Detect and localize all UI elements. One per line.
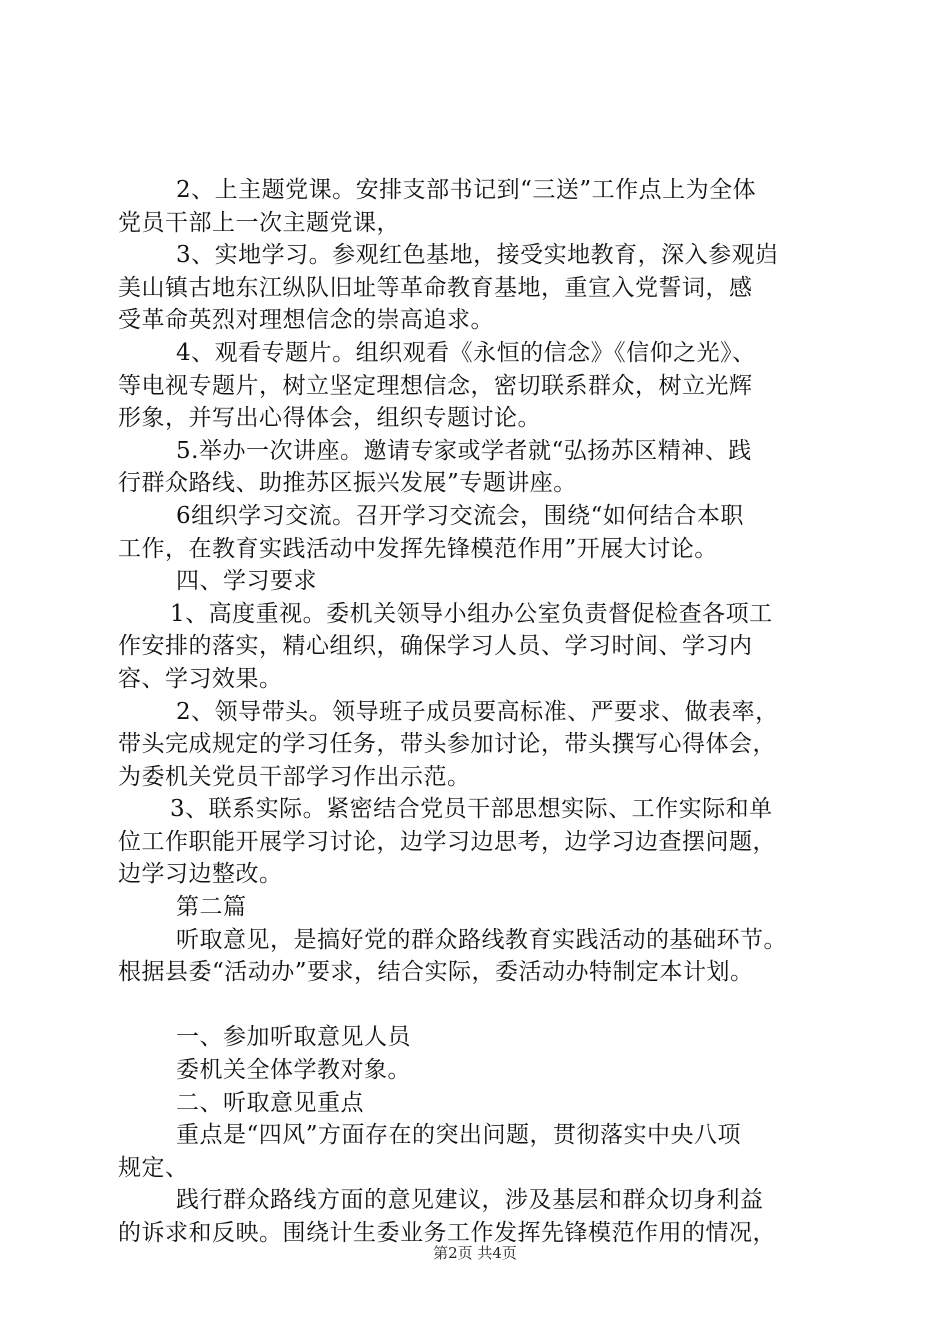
paragraph-line: 根据县委“活动办”要求，结合实际，委活动办特制定本计划。 [118, 959, 754, 986]
paragraph-line: 容、学习效果。 [118, 665, 283, 692]
paragraph-line: 位工作职能开展学习讨论，边学习边思考，边学习边查摆问题， [118, 828, 776, 855]
paragraph-line: 4、观看专题片。组织观看《永恒的信念》《信仰之光》、 [176, 339, 756, 366]
paragraph-line: 3、联系实际。紧密结合党员干部思想实际、工作实际和单 [170, 796, 773, 823]
paragraph-line: 边学习边整改。 [118, 861, 283, 888]
paragraph-line: 重点是“四风”方面存在的突出问题，贯彻落实中央八项 [176, 1122, 742, 1149]
paragraph-line: 3、实地学习。参观红色基地，接受实地教育，深入参观岿 [176, 242, 779, 269]
paragraph-line: 听取意见，是搞好党的群众路线教育实践活动的基础环节。 [176, 926, 787, 953]
blank-line [118, 989, 858, 1022]
section-heading: 第二篇 [176, 894, 247, 921]
paragraph-line: 1、高度重视。委机关领导小组办公室负责督促检查各项工 [170, 600, 773, 627]
paragraph-line: 等电视专题片，树立坚定理想信念，密切联系群众，树立光辉 [118, 372, 753, 399]
paragraph-line: 作安排的落实，精心组织，确保学习人员、学习时间、学习内 [118, 633, 753, 660]
paragraph-line: 带头完成规定的学习任务，带头参加讨论，带头撰写心得体会， [118, 731, 776, 758]
paragraph-line: 6组织学习交流。召开学习交流会，围绕“如何结合本职 [176, 502, 744, 529]
body-text [118, 174, 858, 1250]
section-heading: 二、听取意见重点 [176, 1089, 364, 1116]
paragraph-line: 行群众路线、助推苏区振兴发展”专题讲座。 [118, 470, 577, 497]
paragraph-line: 党员干部上一次主题党课， [118, 209, 400, 236]
paragraph-line: 委机关全体学教对象。 [176, 1057, 411, 1084]
section-heading: 四、学习要求 [176, 568, 317, 595]
paragraph-line: 规定、 [118, 1154, 189, 1181]
section-heading: 一、参加听取意见人员 [176, 1024, 411, 1051]
paragraph-line: 为委机关党员干部学习作出示范。 [118, 763, 471, 790]
paragraph-line: 的诉求和反映。围绕计生委业务工作发挥先锋模范作用的情况， [118, 1220, 776, 1246]
paragraph-line: 工作，在教育实践活动中发挥先锋模范作用”开展大讨论。 [118, 535, 718, 562]
paragraph-line: 美山镇古地东江纵队旧址等革命教育基地，重宣入党誓词，感 [118, 274, 753, 301]
paragraph-line: 2、领导带头。领导班子成员要高标准、严要求、做表率， [176, 698, 779, 725]
paragraph-line: 5.举办一次讲座。邀请专家或学者就“弘扬苏区精神、践 [176, 437, 752, 464]
page-footer: 第2页 共4页 [433, 1244, 517, 1262]
paragraph-line: 践行群众路线方面的意见建议，涉及基层和群众切身利益 [176, 1187, 764, 1214]
paragraph-line: 2、上主题党课。安排支部书记到“三送”工作点上为全体 [176, 177, 757, 203]
paragraph-line: 受革命英烈对理想信念的崇高追求。 [118, 307, 494, 334]
paragraph-line: 形象，并写出心得体会，组织专题讨论。 [118, 405, 541, 432]
